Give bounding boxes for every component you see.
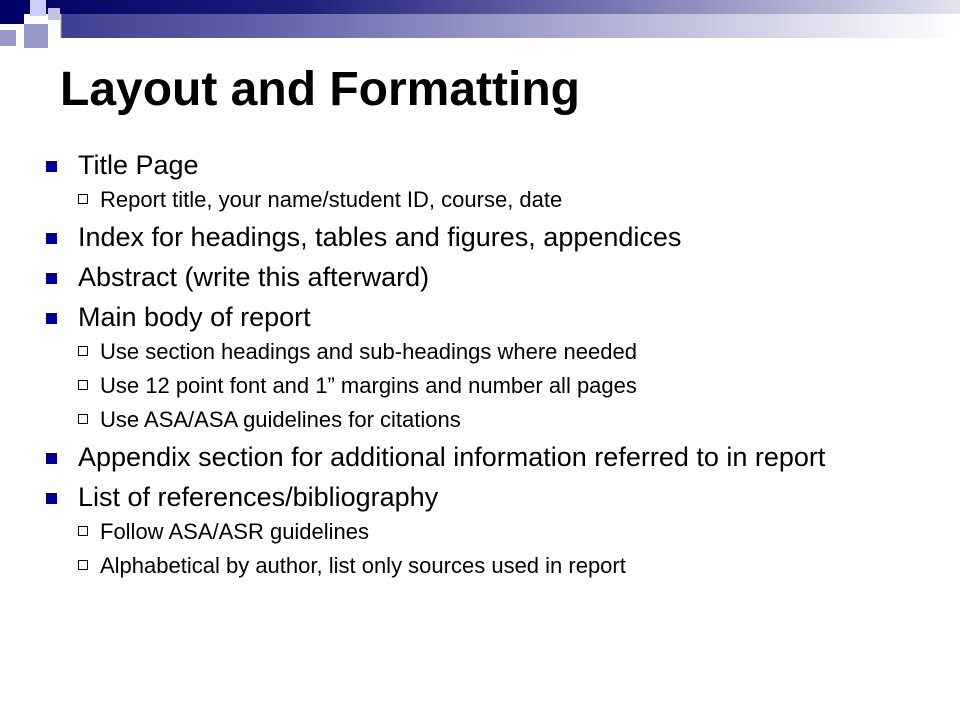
sub-list-item — [78, 554, 926, 578]
square-bullet-icon — [46, 161, 57, 172]
sub-list — [78, 188, 926, 212]
corner-square-light — [0, 30, 16, 46]
list-item — [46, 150, 926, 212]
sub-list-item — [78, 340, 926, 364]
square-bullet-icon — [46, 493, 57, 504]
hollow-square-bullet-icon — [78, 346, 88, 356]
header-stripe — [0, 0, 960, 14]
corner-square-small — [48, 8, 60, 20]
list-item-text: Title Page — [78, 150, 199, 180]
hollow-square-bullet-icon — [78, 526, 88, 536]
sub-list-item-text: Alphabetical by author, list only sources used in report — [100, 553, 626, 578]
sub-list-item-text: Report title, your name/student ID, course, date — [100, 187, 563, 212]
hollow-square-bullet-icon — [78, 380, 88, 390]
header-band — [0, 0, 960, 38]
list-item-text: Index for headings, tables and figures, appendices — [78, 222, 682, 252]
sub-list-item — [78, 408, 926, 432]
list-item — [46, 442, 926, 472]
sub-list-item-text: Follow ASA/ASR guidelines — [100, 519, 370, 544]
sub-list-item-text: Use 12 point font and 1” margins and number all pages — [100, 373, 637, 398]
hollow-square-bullet-icon — [78, 414, 88, 424]
list-item-text: Appendix section for additional information referred to in report — [78, 442, 826, 472]
hollow-square-bullet-icon — [78, 194, 88, 204]
list-item-text: List of references/bibliography — [78, 482, 439, 512]
list-item-text: Abstract (write this afterward) — [78, 262, 430, 292]
sub-list-item — [78, 520, 926, 544]
slide-title: Layout and Formatting — [60, 63, 580, 116]
sub-list — [78, 520, 926, 578]
hollow-square-bullet-icon — [78, 560, 88, 570]
bullet-list — [46, 150, 926, 588]
square-bullet-icon — [46, 313, 57, 324]
sub-list-item — [78, 374, 926, 398]
list-item — [46, 302, 926, 432]
list-item — [46, 222, 926, 252]
sub-list-item-text: Use section headings and sub-headings where needed — [100, 339, 637, 364]
sub-list-item-text: Use ASA/ASA guidelines for citations — [100, 407, 461, 432]
sub-list-item — [78, 188, 926, 212]
square-bullet-icon — [46, 233, 57, 244]
list-item — [46, 482, 926, 578]
sub-list — [78, 340, 926, 432]
corner-square-dark — [0, 0, 24, 24]
list-item-text: Main body of report — [78, 302, 311, 332]
corner-square-pale — [30, 0, 46, 16]
list-item — [46, 262, 926, 292]
square-bullet-icon — [46, 273, 57, 284]
square-bullet-icon — [46, 453, 57, 464]
corner-square-mid — [24, 24, 48, 48]
